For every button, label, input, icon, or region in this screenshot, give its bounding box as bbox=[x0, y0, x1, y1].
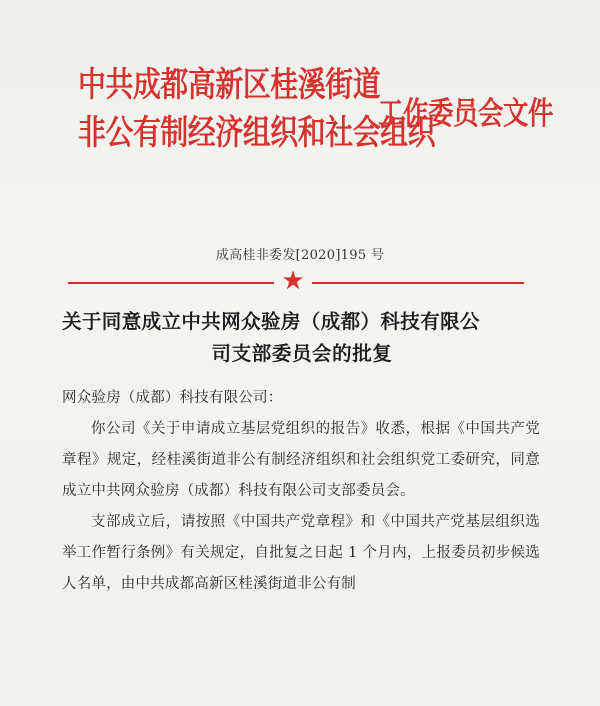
title-line-1: 关于同意成立中共网众验房（成都）科技有限公 bbox=[62, 310, 480, 333]
issuer-name-line-1: 中共成都高新区桂溪街道 bbox=[78, 65, 381, 105]
document-kind: 工作委员会文件 bbox=[378, 96, 554, 132]
divider-line-left bbox=[68, 282, 274, 284]
addressee: 网众验房（成都）科技有限公司： bbox=[62, 390, 283, 406]
body-paragraph-1: 你公司《关于申请成立基层党组织的报告》收悉，根据《中国共产党章程》规定，经桂溪街道非公有制经济组织和社会组织党工委研究，同意成立中共网众验房（成都）科技有限公司支部委员会。 bbox=[62, 421, 540, 499]
document-body bbox=[62, 383, 540, 600]
title-line-2: 司支部委员会的批复 bbox=[211, 342, 393, 365]
document-title bbox=[62, 306, 542, 370]
divider-line-right bbox=[312, 282, 524, 284]
body-paragraph-2: 支部成立后，请按照《中国共产党章程》和《中国共产党基层组织选举工作暂行条例》有关规定，自批复之日起 1 个月内，上报委员初步候选人名单，由中共成都高新区桂溪街道非公有制 bbox=[62, 514, 540, 592]
star-icon: ★ bbox=[281, 266, 305, 296]
red-header bbox=[78, 64, 578, 174]
issuer-name-line-2: 非公有制经济组织和社会组织 bbox=[78, 113, 436, 153]
document-number: 成高桂非委发[2020]195 号 bbox=[215, 248, 385, 263]
